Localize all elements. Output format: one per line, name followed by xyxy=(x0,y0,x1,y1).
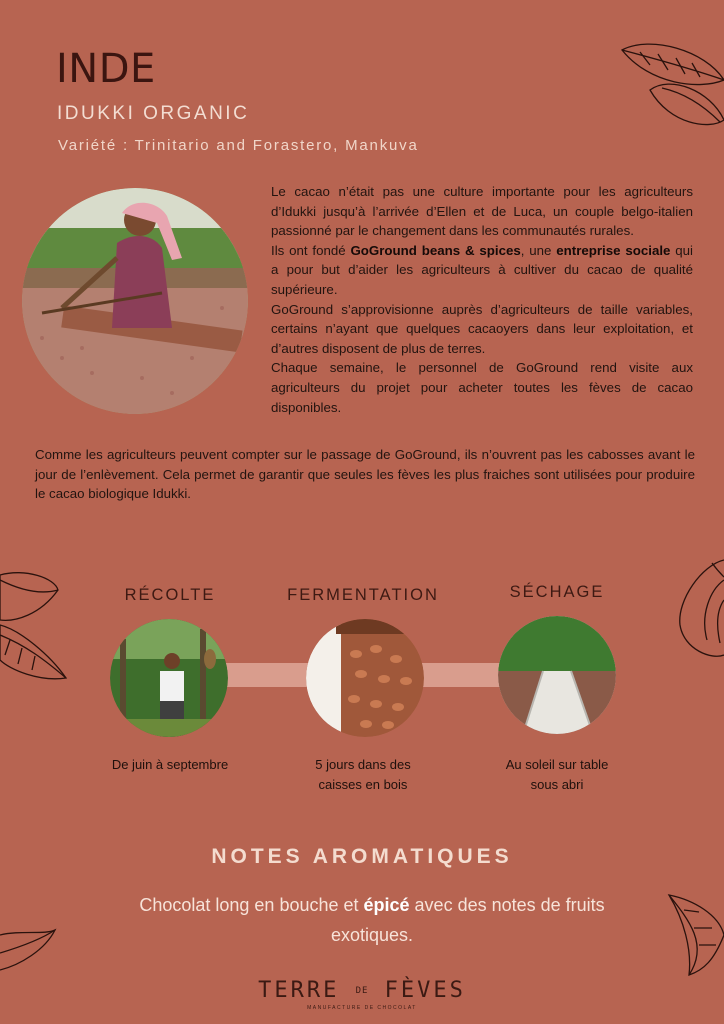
step-title-drying: SÉCHAGE xyxy=(509,583,605,601)
caption-line: caisses en bois xyxy=(318,777,408,792)
story-paragraph: Comme les agriculteurs peuvent compter sur le passage de GoGround, ils n’ouvrent pas les cabosses avant le jour de l’enlèvement. Cela permet de garantir que seules les fèves les plus fraiches sont utilisées pour produire le cacao biologique Idukki. xyxy=(35,447,695,502)
country-title: INDE xyxy=(56,46,156,92)
social-enterprise-label: entreprise sociale xyxy=(556,242,671,258)
step-title-harvest: RÉCOLTE xyxy=(124,586,216,604)
step-caption-fermentation xyxy=(288,755,438,795)
company-name: GoGround beans & spices xyxy=(350,242,521,258)
farmer-drying-beans-photo xyxy=(22,188,248,414)
step-caption-harvest xyxy=(95,755,245,775)
story-paragraph: GoGround s’approvisionne auprès d’agriculteurs de taille variables, certains n’ayant que quelques cacaoyers dans leur exploitation, et d’autres disposent de plus de terres. xyxy=(271,301,693,356)
brand-logo xyxy=(0,978,724,1003)
caption-line: De juin à septembre xyxy=(111,757,229,772)
notes-text-span: Chocolat long en bouche et xyxy=(139,895,364,915)
tasting-notes-title: NOTES AROMATIQUES xyxy=(211,845,513,868)
origin-name: IDUKKI ORGANIC xyxy=(57,103,250,124)
story-text-span: qui a pour but d’aider les agriculteurs à cultiver du cacao de qualité supérieure. xyxy=(271,242,693,297)
logo-word: TERRE xyxy=(258,978,340,1003)
caption-line: Au soleil sur table xyxy=(505,757,609,772)
story-text-span: , une xyxy=(520,242,557,258)
variety-line: Variété : Trinitario and Forastero, Mankuva xyxy=(58,137,419,154)
logo-de: DE xyxy=(355,986,369,996)
story-paragraph: Le cacao n’était pas une culture importante pour les agriculteurs d’Idukki jusqu’à l’arrivée d’Ellen et de Luca, un couple belgo-italien passionné par le changement dans les communautés rurales. xyxy=(271,184,693,239)
cacao-leaf-icon xyxy=(0,560,70,690)
tasting-notes-text xyxy=(110,890,634,950)
harvest-photo xyxy=(110,619,228,737)
fermentation-photo xyxy=(306,619,424,737)
caption-line: sous abri xyxy=(530,777,584,792)
story-text-span: Ils ont fondé xyxy=(271,242,351,258)
cacao-leaf-icon xyxy=(664,890,724,980)
logo-tagline: MANUFACTURE DE CHOCOLAT xyxy=(307,1005,417,1011)
story-text xyxy=(271,182,693,417)
drying-photo xyxy=(498,616,616,734)
spicy-highlight: épicé xyxy=(363,895,410,915)
cacao-leaf-icon xyxy=(0,925,60,975)
cacao-pod-leaf-icon xyxy=(610,30,724,140)
notes-text-span: avec des notes de fruits exotiques. xyxy=(330,895,605,945)
logo-word: FÈVES xyxy=(384,978,466,1003)
step-title-fermentation: FERMENTATION xyxy=(287,586,439,604)
caption-line: 5 jours dans des xyxy=(315,757,411,772)
cacao-pod-icon xyxy=(672,555,724,665)
story-paragraph: Chaque semaine, le personnel de GoGround rend visite aux agriculteurs du projet pour acheter toutes les fèves de cacao disponibles. xyxy=(271,360,693,415)
story-paragraph xyxy=(271,241,693,300)
step-caption-drying xyxy=(482,755,632,795)
